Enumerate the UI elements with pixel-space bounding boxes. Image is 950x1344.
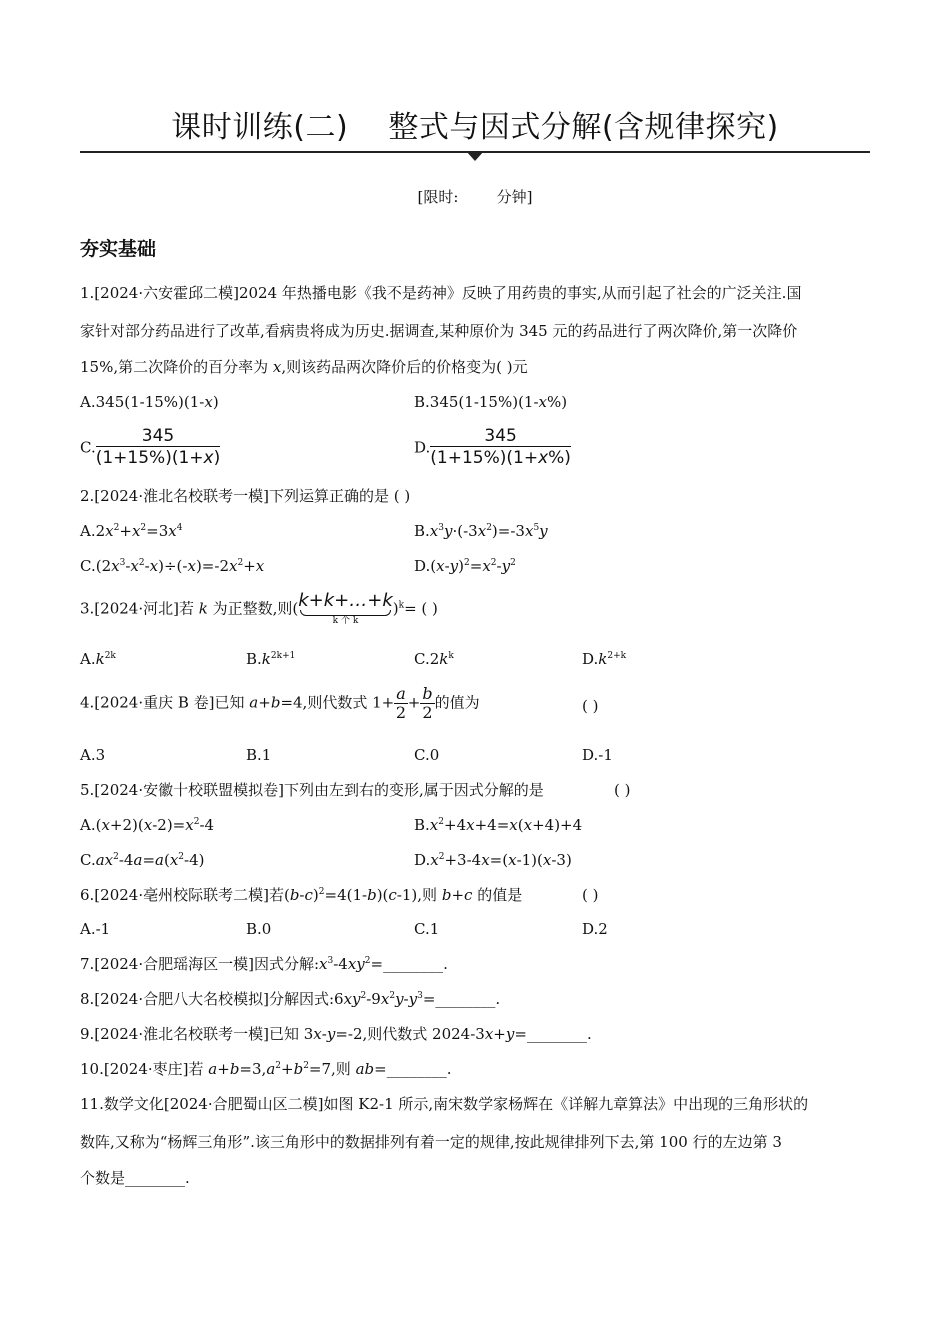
question-1-option-c: C. $\frac{345}{(1+15\%)(1+x)}$ <box>80 426 221 468</box>
question-1-option-d: D. $\frac{345}{(1+15\%)(1+x\%)}$ <box>414 426 571 468</box>
question-11-line-1: 11.数学文化[2024·合肥蜀山区二模]如图 K2-1 所示,南宋数学家杨辉在《详解九章算法》中出现的三角形状的 <box>80 1095 809 1113</box>
question-5-stem: 5.[2024·安徽十校联盟模拟卷]下列由左到右的变形,属于因式分解的是 <box>80 781 544 799</box>
question-5-option-d: $D.x^2+3-4x=(x-1)(x-3)$ <box>414 851 572 869</box>
question-6-stem: 6.[2024·亳州校际联考二模]若$(b-c)^2=4(1-b)(c-1)$,则 b+c 的值是 <box>80 886 523 904</box>
answer-blank[interactable]: ________. <box>383 955 448 973</box>
question-7: 7.[2024·合肥瑶海区一模]因式分解$:x^3-4xy^2=\_\_\_\_\_\_\_\_$. <box>80 955 448 973</box>
question-5-option-a: $A.(x+2)(x-2)=x^2-4$ <box>80 816 215 834</box>
question-2-stem: 2.[2024·淮北名校联考一模]下列运算正确的是 ( ) <box>80 487 411 505</box>
answer-blank[interactable]: ________. <box>435 990 501 1008</box>
question-3-option-b: $B.k^{2k+1}$ <box>246 650 296 668</box>
question-1-option-b: B.345(1-15%)(1-x%) <box>414 393 568 411</box>
underbrace-expression: k+k+…+k k 个 k <box>298 590 393 626</box>
question-9: 9.[2024·淮北名校联考一模]已知 3x-y=-2,则代数式 2024-3x+y=________. <box>80 1025 592 1043</box>
question-6-answer-paren: ( ) <box>582 886 599 904</box>
question-4-option-d: D.-1 <box>582 746 613 764</box>
question-1-line-2: 家针对部分药品进行了改革,看病贵将成为历史.据调查,某种原价为 345 元的药品进行了两次降价,第一次降价 <box>80 322 798 340</box>
title-triangle-icon <box>466 151 484 161</box>
question-4-option-b: B.1 <box>246 746 272 764</box>
question-3-stem: 3.[2024·河北]若 k 为正整数,则( k+k+…+k k 个 k )$^k$= ( ) <box>80 590 438 626</box>
answer-blank[interactable]: ________. <box>526 1025 592 1043</box>
fraction-b-over-2: $\frac{b}{2}$ <box>422 684 433 722</box>
question-1-option-a: A.345(1-15%)(1-x) <box>80 393 219 411</box>
question-2-option-b: $B.x^3y\cdot(-3x^2)=-3x^5y$ <box>414 522 548 540</box>
question-5-option-b: $B.x^2+4x+4=x(x+4)+4$ <box>414 816 583 834</box>
question-8: 8.[2024·合肥八大名校模拟]分解因式$:6xy^2-9x^2y-y^3=\_\_\_\_\_\_\_\_$. <box>80 990 501 1008</box>
fraction-a-over-2: $\frac{a}{2}$ <box>395 684 407 722</box>
question-11-line-3: 个数是________. <box>80 1169 190 1187</box>
fraction: $\frac{345}{(1+15\%)(1+x)}$ <box>95 426 221 468</box>
question-4-answer-paren: ( ) <box>582 697 599 715</box>
question-6-option-d: D.2 <box>582 920 608 938</box>
page-title: 课时训练(二) 整式与因式分解(含规律探究) <box>171 110 779 145</box>
question-5-answer-paren: ( ) <box>614 781 631 799</box>
time-limit: [限时: 分钟] <box>417 188 533 206</box>
section-title: 夯实基础 <box>80 238 157 260</box>
question-4-option-c: C.0 <box>414 746 440 764</box>
question-3-option-a: $A.k^{2k}$ <box>80 650 116 668</box>
question-4-option-a: A.3 <box>80 746 106 764</box>
question-6-option-b: B.0 <box>246 920 272 938</box>
answer-blank[interactable]: ________. <box>386 1060 452 1078</box>
question-2-option-c: $C.(2x^3-x^2-x)\div(-x)=-2x^2+x$ <box>80 557 265 575</box>
question-2-option-a: $A.2x^2+x^2=3x^4$ <box>80 522 183 540</box>
question-3-option-d: $D.k^{2+k}$ <box>582 650 627 668</box>
question-1-line-3: 15%,第二次降价的百分率为 x,则该药品两次降价后的价格变为( )元 <box>80 358 528 376</box>
question-3-option-c: $C.2k^k$ <box>414 650 454 668</box>
question-6-option-a: A.-1 <box>80 920 111 938</box>
question-1-line-1: 1.[2024·六安霍邱二模]2024 年热播电影《我不是药神》反映了用药贵的事实,从而引起了社会的广泛关注.国 <box>80 284 802 302</box>
fraction: $\frac{345}{(1+15\%)(1+x\%)}$ <box>430 426 571 468</box>
question-5-option-c: $C.ax^2-4a=a(x^2-4)$ <box>80 851 205 869</box>
question-2-option-d: $D.(x-y)^2=x^2-y^2$ <box>414 557 516 575</box>
question-4-stem: 4.[2024·重庆 B 卷]已知 a+b=4,则代数式 1+ $\frac{a}{2}$ + $\frac{b}{2}$ 的值为 <box>80 684 480 722</box>
question-10: 10.[2024·枣庄]若 $a+b=3,a^2+b^2=7$,则 ab=________. <box>80 1060 452 1078</box>
question-6-option-c: C.1 <box>414 920 440 938</box>
question-11-line-2: 数阵,又称为“杨辉三角形”.该三角形中的数据排列有着一定的规律,按此规律排列下去,第 100 行的左边第 3 <box>80 1133 782 1151</box>
